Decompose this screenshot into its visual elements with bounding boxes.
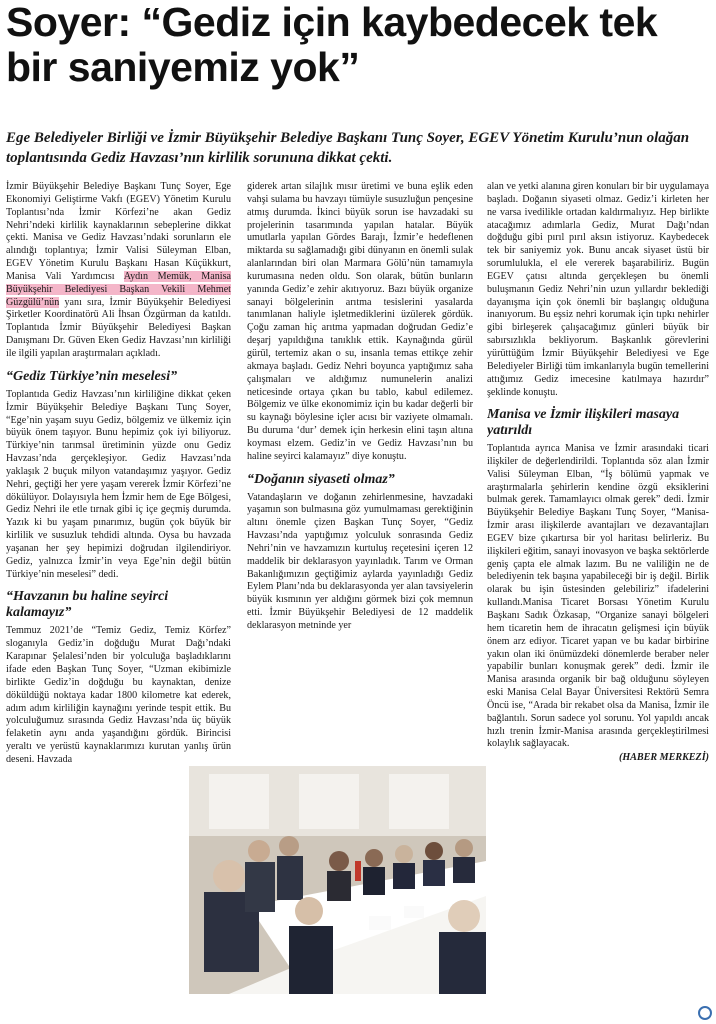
paragraph: Vatandaşların ve doğanın zehirlenmesine, havzadaki yaşamın son bulmasına göz yumulmaması gerektiğinin altını önemle çizen Başkan Tunç Soyer, “Gediz Havzası’nda yaptığımız yolculuk sonrasında Gediz Nehri’nin ve havzamızın kurtuluş reçetesini içeren 12 maddelik bir deklarasyon yayınladık. Tarım ve Orman Bakanlığımızın geçtiğimiz aylarda yayınladığı Gediz Eylem Planı’nda bu deklarasyonda yer alan tavsiyelerin büyük kısmının yer aldığını görmek bizi çok memnun etti. İzmir Büyükşehir Belediyesi de 12 maddelik deklarasyon metninde yer xyxy=(247,491,473,631)
paragraph: Toplantıda Gediz Havzası’nın kirliliğine dikkat çeken İzmir Büyükşehir Belediye Başkanı Tunç Soyer, “Ege’nin yaşam suyu Gediz, bölgemiz ve ülkemiz için büyük önem taşıyor. Bunu hepimiz çok iyi biliyoruz. Türkiye’nin tarımsal üretiminin yüzde onu Gediz Havzası’nda gerçekleşiyor. Gediz Havzası’nda yaklaşık 2 buçuk milyon vatandaşımız yaşıyor. Gediz Nehri, geçtiği her yere yaşam vererek İzmir Körfezi’ne dökülüyor. Dolayısıyla hem İzmir hem de Ege Bölgesi, Gediz Nehri ile etle tırnak gibi iç içe geçmiş durumda. Yazık ki bu yaşam pınarımız, bugün çok büyük bir kirlilik ve susuzluk tehdidi altında. Oysa bu havzada yaşanan her şey hepimizi doğrudan ilgilendiriyor. Gediz, yalnızca İzmir’in veya Ege’nin değil bütün Türkiye’nin meselesi” dedi. xyxy=(6,388,231,580)
highlighted-text: Aydın Memük, Manisa Büyükşehir Belediyesi Başkan Vekili Mehmet Güzgülü’nün xyxy=(6,270,231,308)
article-column-3 xyxy=(487,181,709,443)
paragraph xyxy=(6,181,231,361)
subheading: “Gediz Türkiye’nin meselesi” xyxy=(6,368,178,384)
subheading: “Doğanın siyaseti olmaz” xyxy=(247,471,395,487)
paragraph-text: Toplantıda ayrıca Manisa ve İzmir arasındaki ticari ilişkiler de değerlendirildi. Toplantıda söz alan İzmir Valisi Süleyman Elban, “İş bölümü yapmak ve araştırmalarla şehirlerin kendine özgü eksiklerini bulmak gerek. Tamamlayıcı olmak gerek” dedi. İzmir Büyükşehir Belediye Başkanı Tunç Soyer, “Manisa-İzmir arası ilişkilerde avantajları ve dezavantajları EGEV bize çıkartırsa bir yol haritası belirleriz. Bu ilişkileri eğitim, sanayi inovasyon ve başka sektörlerde geniş çapta ele almak lazım. Bu ne valiliğin ne de belediyenin tek başına yapabileceği bir iş değil. Birlik olarak bu işin üstesinden gelebiliriz” ifadelerini kullandı.Manisa Ticaret Borsası Yönetim Kurulu Başkanı Sadık Özkasap, “Organize sanayi bölgeleri hem ticaretin hem de ihracatın gelişmesi için büyük önem arz ediyor. Ticaret yapan ve bu kadar birbirine yakın olan iki önümüzdeki dönemlerde beraber neler yapabilir bunları konuşmak gerek” dedi. İzmir ile Manisa arasında organik bir bağ olduğunu söyleyen eski Manisa Celal Bayar Üniversitesi Rektörü Semra Öncü ise, “Arada bir rekabet olsa da Manisa, İzmir ile bağlantılı. Sorun sadece yol sorunu. Yol yapıldı ancak hızlı trenin İzmir-Manisa arasında gerçekleştirilmesi kolaylık sağlayacak. xyxy=(487,443,709,750)
paragraph-text: İzmir Büyükşehir Belediye Başkanı Tunç Soyer, Ege Ekonomiyi Geliştirme Vakfı (EGEV) Yönetim Kurulu Toplantısı’nda İzmir Körfezi’ne akan Gediz Nehri’ndeki kirlilik kaynaklarının sebeplerine dikkat çekti. Manisa ve Gediz Havzası’ndaki sorunların ele alındığı toplantıya; İzmir Valisi Süleyman Elban, EGEV Yönetim Kurulu Başkanı Hasan Küçükkurt, Manisa Vali Yardımcısı xyxy=(6,181,231,282)
meeting-photo-illustration xyxy=(189,766,486,994)
paragraph: giderek artan silajlık mısır üretimi ve buna eşlik eden vahşi sulama bu havzayı tümüyle susuzluğun pençesine atmış durumda. İkinci büyük sorun ise havzadaki su projelerinin tasarımında yapılan hatalar. Büyük umutlarla yapılan Gördes Barajı, İzmir’e hedeflenen miktarda su sağlamadığı gibi dünyanın en önemli sulak alanlarından biri olan Marmara Gölü’nün tamamıyla kurumasına neden oldu. Son olarak, bütün bunların yanında Gediz’e zehir akıtıyoruz. Bazı büyük organize sanayi bölgelerinin arıtma tesislerini yasalarda tanımlanan haliyle işletmediklerini üzülerek gördük. Çoğu zaman hiç arıtma yapmadan doğrudan Gediz’e deşarj yapıldığına tanıklık ettik. Kaynağında gürül gürül, tertemiz akan o su, insanla temas ettikçe zehir akmaya başladı. Gediz Nehri boyunca yaptığımız saha çalışmaları ve aldığımız numunelerin analizi neticesinde ortaya çıkan bu tablo, kabul edilemez. Bölgemiz ve ülke ekonomimiz için bu kadar değerli bir su kaynağı böylesine içler acısı bir vaziyete olmamalı. Bu duruma ‘dur’ demek için herkesin elini taşın altına koyması elzem. Gediz’in ve Gediz Havzası’nın bu haline seyirci kalamayız” diye konuştu. xyxy=(247,181,473,462)
meeting-photo xyxy=(189,766,486,994)
article-column-3-lower xyxy=(487,443,709,994)
photo-wrap-indent xyxy=(487,766,559,994)
subheading: “Havzanın bu haline seyirci kalamayız” xyxy=(6,589,169,621)
paragraph: Temmuz 2021’de “Temiz Gediz, Temiz Körfez” sloganıyla Gediz’in doğduğu Murat Dağı’ndaki Karapınar Şelalesi’nden bir yolculuğa başladıklarını ifade eden Başkan Tunç Soyer, “Uzman ekibimizle birlikte Gediz’in doğduğu bu kaynaktan, denize döküldüğü noktaya kadar 1800 kilometre kat ederek, adım adım kirliliğin kaynağını yerinde tespit ettik. Bu yolculuğumuz sırasında Gediz Havzası’nda üç büyük felaketin aynı anda yaşandığını gördük. Birincisi yeraltı ve yerüstü kaynaklarımızı kurutan yanlış ürün deseni. Havzada xyxy=(6,625,231,765)
paragraph xyxy=(487,443,709,751)
article-signature: (HABER MERKEZİ) xyxy=(618,752,709,764)
article-column-1 xyxy=(6,181,231,767)
paragraph-text: yanı sıra, İzmir Büyükşehir Belediyesi Şirketler Koordinatörü Ali İhsan Özgürman da katıldı. Toplantıda İzmir Büyükşehir Belediyesi Başkan Danışmanı Dr. Güven Eken Gediz Havzası’nın kirliliği ile ilgili yapılan araştırmaları açıkladı. xyxy=(6,296,231,359)
decorative-corner-mark xyxy=(698,1006,712,1020)
article-lead: Ege Belediyeler Birliği ve İzmir Büyükşehir Belediye Başkanı Tunç Soyer, EGEV Yönetim Kurulu’nun olağan toplantısında Gediz Havzası’nın kirlilik sorununa dikkat çekti. xyxy=(6,130,690,166)
subheading: Manisa ve İzmir ilişkileri masaya yatırıldı xyxy=(487,407,680,439)
article-headline: Soyer: “Gediz için kaybedecek tek bir saniyemiz yok” xyxy=(6,0,658,90)
article-column-2 xyxy=(247,181,473,633)
paragraph: alan ve yetki alanına giren konuları bir bir uygulamaya başladı. Doğanın siyaseti olmaz. Gediz’i kirleten her ne varsa ivedilikle ortadan kaldırmalıyız. Hep birlikte atacağımız adımlarla Gediz, Murat Dağı’ndan doğduğu gibi pırıl pırıl aksın istiyoruz. Kaybedecek tek bir saniyemiz yok. Bunu ancak siyaset üstü bir sorumlulukla, el ele vererek başarabiliriz. Bugün EGEV çatısı altında gerçekleşen bu önemli buluşmanın Gediz Nehri’nin uzun yıllardır beklediği dayanışma için çok önemli bir başlangıç olduğuna inanıyorum. Bu eşsiz nehri korumak için tıpkı nehirler gibi birleşerek çalışacağımız günleri büyük bir sabırsızlıkla bekliyorum. Başkanlık görevlerini yürüttüğüm İzmir Büyükşehir Belediyesi ve Ege Belediyeler Birliği tüm imkanlarıyla bugün temellerini attığımız Gediz imecesine katılmaya hazırdır” şeklinde konuştu. xyxy=(487,181,709,398)
